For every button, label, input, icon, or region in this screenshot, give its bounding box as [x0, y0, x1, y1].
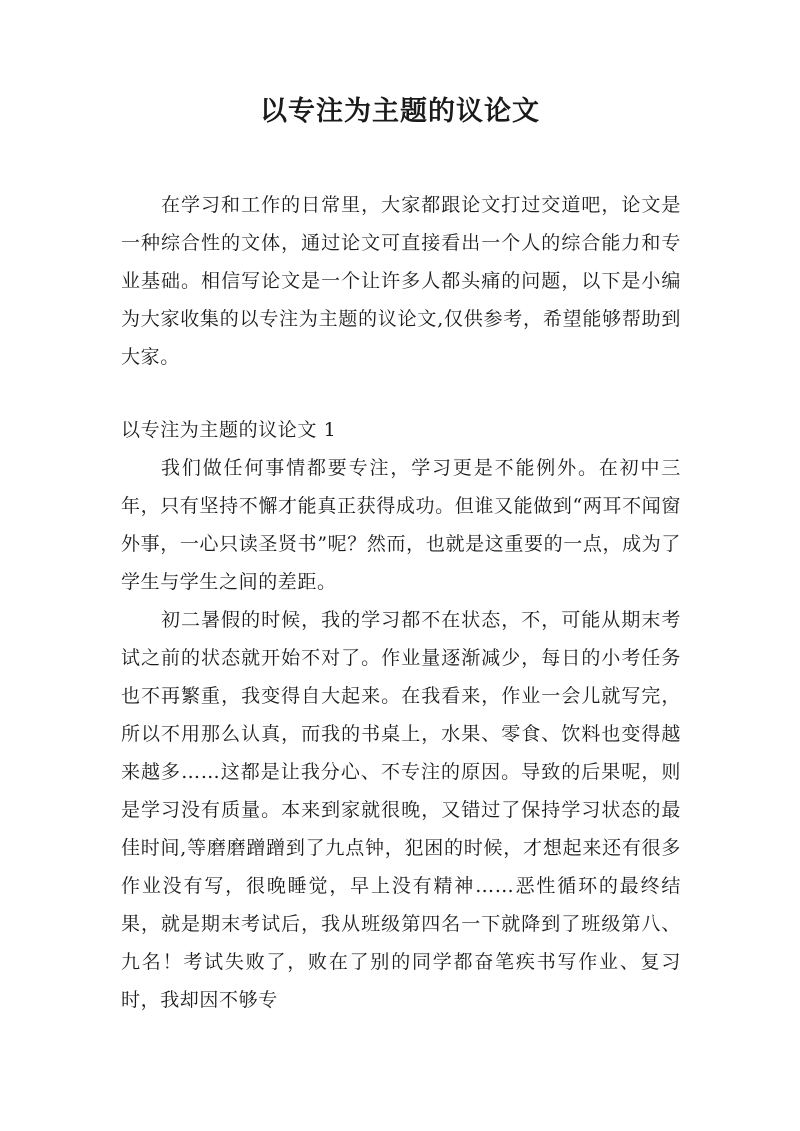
body-paragraph-1: 我们做任何事情都要专注，学习更是不能例外。在初中三年，只有坚持不懈才能真正获得成功。但谁又能做到“两耳不闻窗外事，一心只读圣贤书”呢？然而，也就是这重要的一点，成为了学生与学生之间的差距。	[121, 457, 681, 593]
section-heading: 以专注为主题的议论文 1	[121, 419, 337, 441]
body-paragraphs	[121, 449, 681, 1019]
body-paragraph-2: 初二暑假的时候，我的学习都不在状态，不，可能从期末考试之前的状态就开始不对了。作业量逐渐减少，每日的小考任务也不再繁重，我变得自大起来。在我看来，作业一会儿就写完，所以不用那么认真，而我的书桌上，水果、零食、饮料也变得越来越多……这都是让我分心、不专注的原因。导致的后果呢，则是学习没有质量。本来到家就很晚，又错过了保持学习状态的最佳时间,等磨磨蹭蹭到了九点钟，犯困的时候，才想起来还有很多作业没有写，很晚睡觉，早上没有精神……恶性循环的最终结果，就是期末考试后，我从班级第四名一下就降到了班级第八、九名！考试失败了，败在了别的同学都奋笔疾书写作业、复习时，我却因不够专	[121, 609, 681, 1011]
document-title: 以专注为主题的议论文	[260, 96, 540, 127]
intro-paragraph: 在学习和工作的日常里，大家都跟论文打过交道吧，论文是一种综合性的文体，通过论文可直接看出一个人的综合能力和专业基础。相信写论文是一个让许多人都头痛的问题，以下是小编为大家收集的以专注为主题的议论文,仅供参考，希望能够帮助到大家。	[121, 194, 681, 368]
